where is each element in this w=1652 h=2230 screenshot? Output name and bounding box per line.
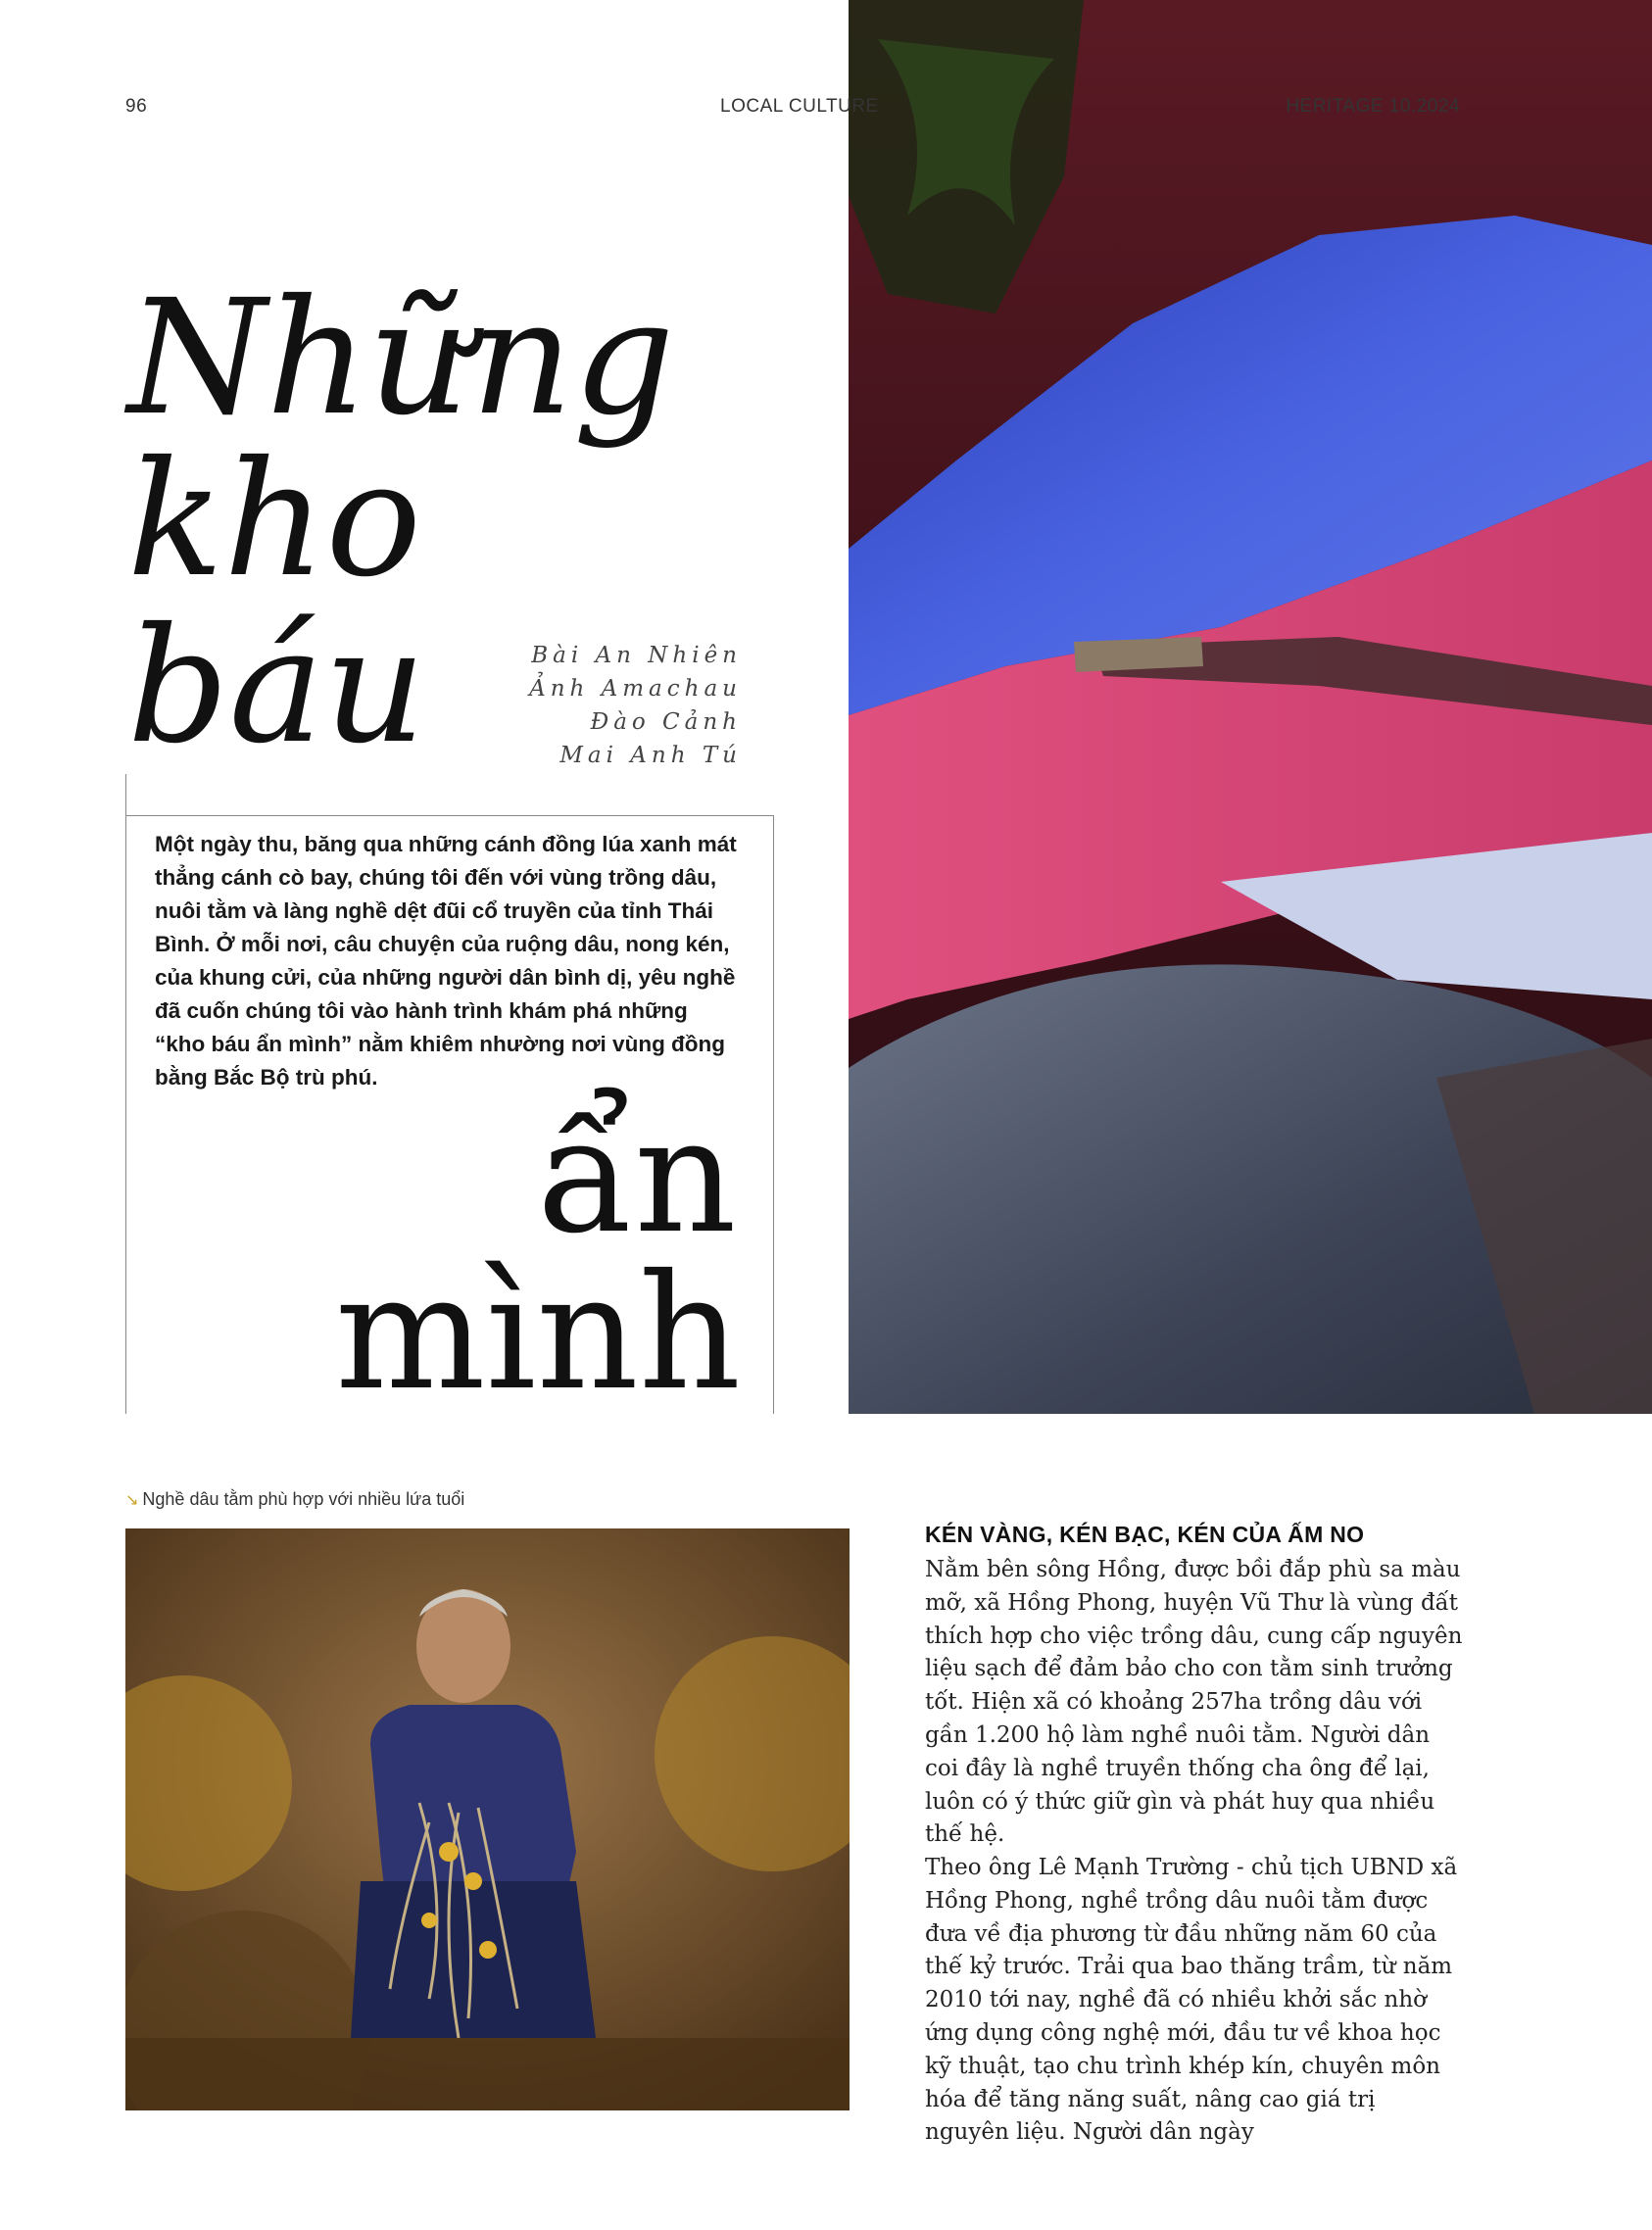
body-paragraph-1: Nằm bên sông Hồng, được bồi đắp phù sa màu mỡ, xã Hồng Phong, huyện Vũ Thư là vùng đất thích hợp cho việc trồng dâu, cung cấp nguyên liệu sạch để đảm bảo cho con tằm sinh trưởng tốt. Hiện xã có khoảng 257ha trồng dâu với gần 1.200 hộ làm nghề nuôi tằm. Người dân coi đây là nghề truyền thống cha ông để lại, luôn có ý thức giữ gìn và phát huy qua nhiều thế hệ.	[925, 1557, 1463, 1848]
section-label: LOCAL CULTURE	[720, 96, 879, 117]
farmer-photo	[125, 1528, 850, 2110]
credit-writer: Bài An Nhiên	[531, 643, 742, 668]
issue-label: HERITAGE 10.2024	[1286, 96, 1460, 117]
photo-caption	[125, 1489, 464, 1510]
arrow-down-right-icon: ↘	[125, 1492, 139, 1509]
frame-top-rule	[125, 815, 773, 816]
credit-photo-3: Mai Anh Tú	[559, 743, 742, 768]
frame-left-rule	[125, 774, 126, 1414]
title-line-1: Những	[127, 267, 675, 451]
caption-text: Nghề dâu tằm phù hợp với nhiều lứa tuổi	[142, 1489, 465, 1509]
body-paragraph-2: Theo ông Lê Mạnh Trường - chủ tịch UBND xã Hồng Phong, nghề trồng dâu nuôi tằm được đưa về địa phương từ đầu những năm 60 của thế kỷ trước. Trải qua bao thăng trầm, từ năm 2010 tới nay, nghề đã có nhiều khởi sắc nhờ ứng dụng công nghệ mới, đầu tư về khoa học kỹ thuật, tạo chu trình khép kín, chuyên môn hóa để tăng năng suất, nâng cao giá trị nguyên liệu. Người dân ngày	[925, 1855, 1458, 2146]
title-line-4: ẩn	[537, 1085, 737, 1269]
title-line-5: mình	[335, 1241, 742, 1426]
credit-photo-2: Đào Cảnh	[590, 709, 742, 735]
hanging-fabric-illustration	[849, 0, 1652, 1414]
hero-photo	[849, 0, 1652, 1414]
page-number: 96	[125, 96, 148, 117]
section-heading: KÉN VÀNG, KÉN BẠC, KÉN CỦA ẤM NO	[925, 1522, 1365, 1547]
farmer-with-cocoons-illustration	[125, 1528, 850, 2110]
credit-photo: Ảnh Amachau	[529, 676, 742, 702]
intro-paragraph: Một ngày thu, băng qua những cánh đồng lúa xanh mát thẳng cánh cò bay, chúng tôi đến với vùng trồng dâu, nuôi tằm và làng nghề dệt đũi cổ truyền của tỉnh Thái Bình. Ở mỗi nơi, câu chuyện của ruộng dâu, nong kén, của khung cửi, của những người dân bình dị, yêu nghề đã cuốn chúng tôi vào hành trình khám phá những “kho báu ẩn mình” nằm khiêm nhường nơi vùng đồng bằng Bắc Bộ trù phú.	[155, 832, 737, 1090]
title-line-3: báu	[127, 595, 426, 779]
frame-right-rule	[773, 815, 774, 1414]
title-line-2: kho	[127, 428, 422, 612]
